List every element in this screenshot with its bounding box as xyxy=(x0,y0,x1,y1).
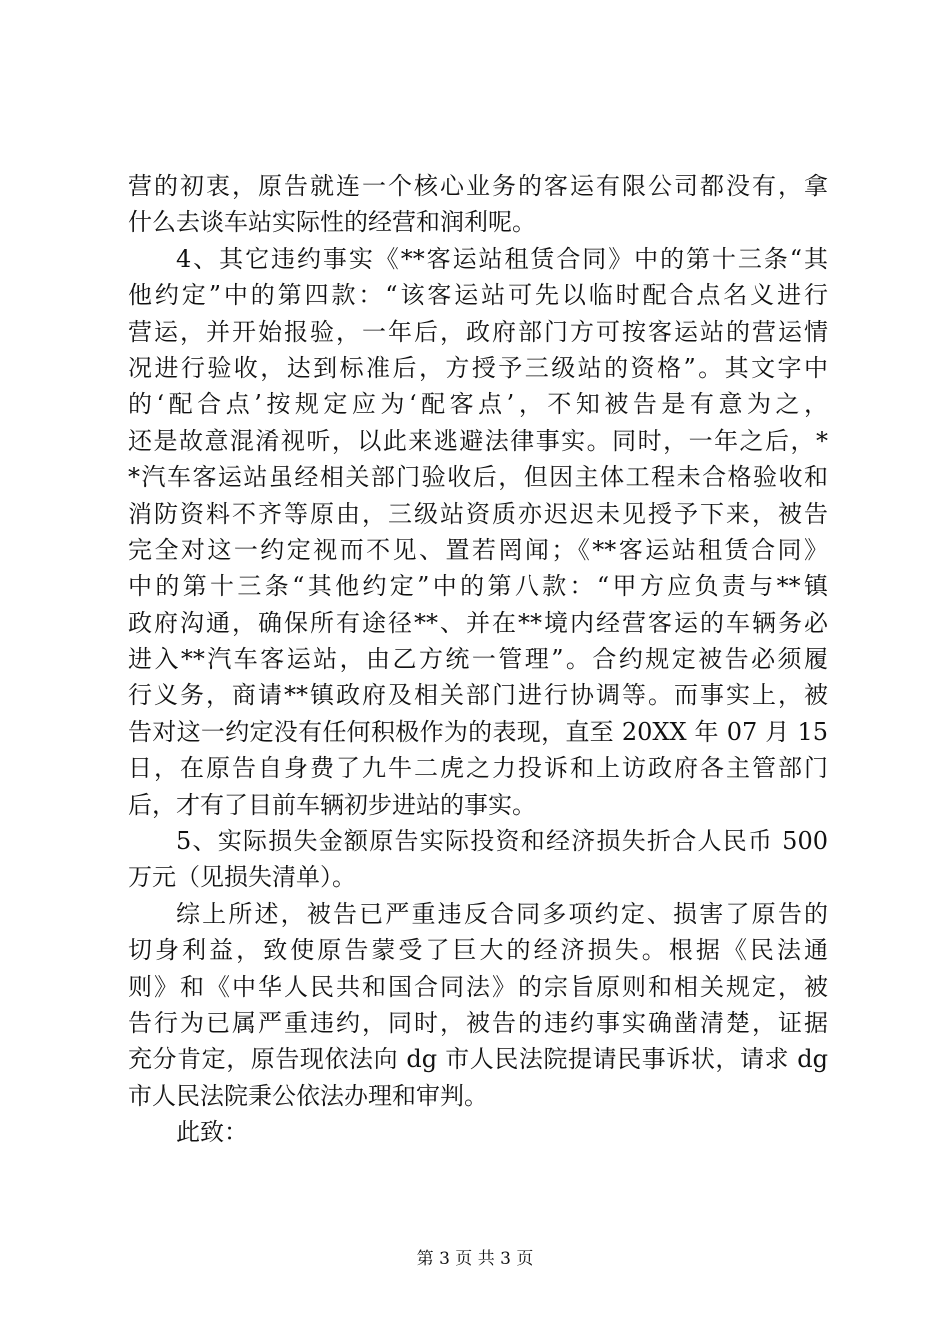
text-line: 他约定”中的第四款：“该客运站可先以临时配合点名义进行 xyxy=(128,281,828,310)
text-line: 的‘配合点’按规定应为‘配客点’，不知被告是有意为之， xyxy=(128,390,828,419)
text-line: 政府沟通，确保所有途径**、并在**境内经营客运的车辆务必 xyxy=(128,608,828,637)
text-line: 营运，并开始报验，一年后，政府部门方可按客运站的营运情 xyxy=(128,317,828,346)
text-line: 5、实际损失金额原告实际投资和经济损失折合人民币 500 xyxy=(176,827,828,856)
text-line: 况进行验收，达到标准后，方授予三级站的资格”。其文字中 xyxy=(128,353,828,382)
text-line: 后，才有了目前车辆初步进站的事实。 xyxy=(128,790,536,819)
text-line: 什么去谈车站实际性的经营和润利呢。 xyxy=(128,208,536,237)
text-line: 营的初衷，原告就连一个核心业务的客运有限公司都没有，拿 xyxy=(128,172,828,200)
text-line: 4、其它违约事实《**客运站租赁合同》中的第十三条“其 xyxy=(176,244,828,273)
text-line: 中的第十三条“其他约定”中的第八款：“甲方应负责与**镇 xyxy=(128,572,828,601)
text-line: 告行为已属严重违约，同时，被告的违约事实确凿清楚，证据 xyxy=(128,1008,828,1037)
text-line: 市人民法院秉公依法办理和审判。 xyxy=(128,1081,488,1110)
text-line: 充分肯定，原告现依法向 dg 市人民法院提请民事诉状，请求 dg xyxy=(128,1045,828,1074)
text-line: 万元（见损失清单）。 xyxy=(128,863,356,892)
text-line: 切身利益，致使原告蒙受了巨大的经济损失。根据《民法通 xyxy=(128,936,828,965)
text-line: 告对这一约定没有任何积极作为的表现，直至 20XX 年 07 月 15 xyxy=(128,717,828,746)
text-line: 进入**汽车客运站，由乙方统一管理”。合约规定被告必须履 xyxy=(128,645,828,674)
text-line: 行义务，商请**镇政府及相关部门进行协调等。而事实上，被 xyxy=(128,681,828,710)
text-line: 完全对这一约定视而不见、置若罔闻；《**客运站租赁合同》 xyxy=(128,535,828,564)
document-body xyxy=(128,168,828,1151)
text-line: 消防资料不齐等原由，三级站资质亦迟迟未见授予下来，被告 xyxy=(128,499,828,528)
page-footer: 第 3 页 共 3 页 xyxy=(416,1249,534,1269)
text-line: *汽车客运站虽经相关部门验收后，但因主体工程未合格验收和 xyxy=(128,463,828,492)
text-line: 还是故意混淆视听，以此来逃避法律事实。同时，一年之后，* xyxy=(128,426,828,455)
text-line: 综上所述，被告已严重违反合同多项约定、损害了原告的 xyxy=(176,899,828,928)
text-line: 则》和《中华人民共和国合同法》的宗旨原则和相关规定，被 xyxy=(128,972,828,1001)
text-line: 此致： xyxy=(176,1118,248,1147)
text-line: 日，在原告自身费了九牛二虎之力投诉和上访政府各主管部门 xyxy=(128,754,828,783)
